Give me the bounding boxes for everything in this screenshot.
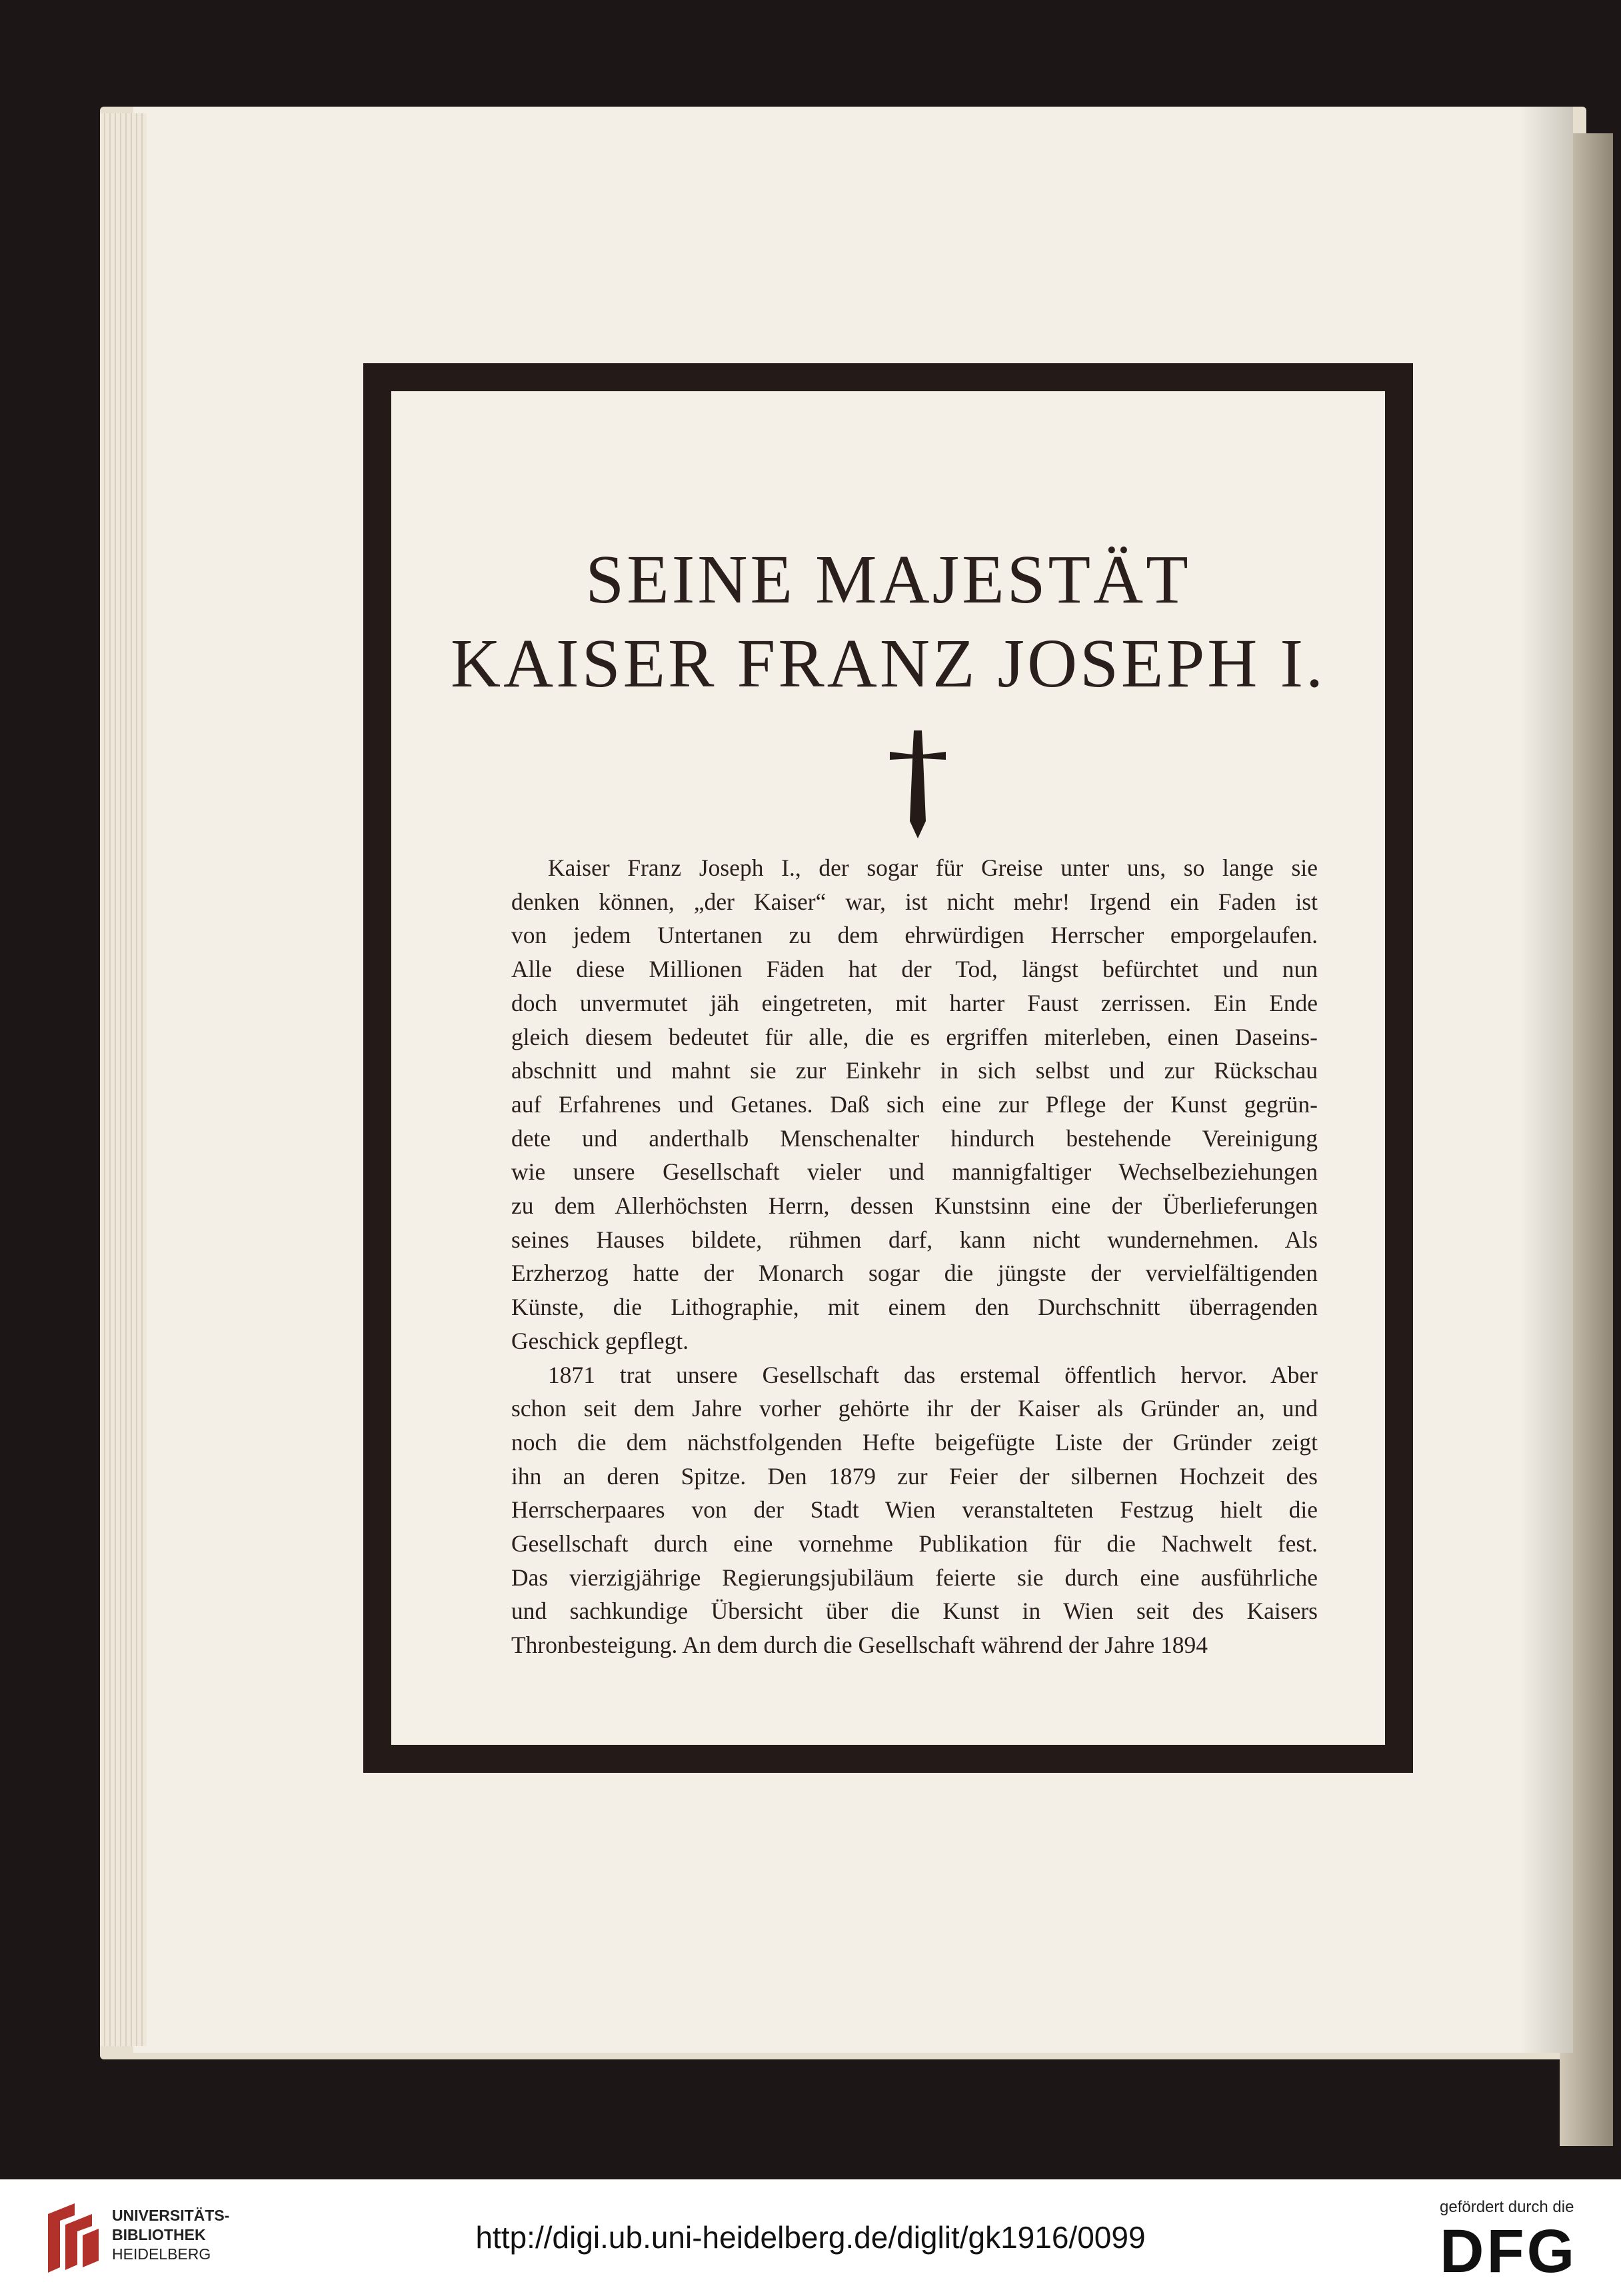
latin-cross-icon [884,728,951,841]
text-line: Geschick gepflegt. [511,1327,689,1354]
text-line: Alle diese Millionen Fäden hat der Tod, längst befürchtet und nun [511,956,1318,983]
body-text [511,851,1318,1662]
text-line: denken können, „der Kaiser“ war, ist nicht mehr! Irgend ein Faden ist [511,888,1318,915]
text-line: wie unsere Gesellschaft vieler und mannigfaltiger Wechselbeziehungen [511,1158,1318,1186]
page-gutter-shadow [1520,107,1573,2053]
text-line: seines Hauses bildete, rühmen darf, kann nicht wundernehmen. Als [511,1226,1318,1253]
digitization-footer [0,2179,1621,2296]
dfg-logo: DFG [1440,2217,1578,2285]
text-line: Thronbesteigung. An dem durch die Gesellschaft während der Jahre 1894 [511,1632,1208,1659]
title-line-2: KAISER FRANZ JOSEPH I. [450,625,1326,702]
text-line: und sachkundige Übersicht über die Kunst in Wien seit des Kaisers [511,1598,1318,1625]
text-line: 1871 trat unsere Gesellschaft das erstemal öffentlich hervor. Aber [548,1361,1318,1388]
title-line-1: SEINE MAJESTÄT [585,541,1191,618]
text-line: Herrscherpaares von der Stadt Wien veranstalteten Festzug hielt die [511,1496,1318,1524]
text-line: Das vierzigjährige Regierungsjubiläum feierte sie durch eine ausführliche [511,1564,1318,1591]
text-line: auf Erfahrenes und Getanes. Daß sich eine zur Pflege der Kunst gegrün- [511,1090,1318,1118]
mourning-border-frame [363,363,1413,1773]
text-line: Erzherzog hatte der Monarch sogar die jüngste der vervielfältigenden [511,1260,1318,1287]
page-stack-edge [100,113,147,2046]
funding-caption: gefördert durch die [1440,2198,1574,2216]
text-line: Künste, die Lithographie, mit einem den Durchschnitt überragenden [511,1294,1318,1321]
library-name-line-3: HEIDELBERG [112,2245,211,2263]
library-name-line-1: UNIVERSITÄTS- [112,2207,230,2224]
library-name-line-2: BIBLIOTHEK [112,2226,206,2243]
text-line: Gesellschaft durch eine vornehme Publikation für die Nachwelt fest. [511,1530,1318,1558]
text-line: zu dem Allerhöchsten Herrn, dessen Kunstsinn eine der Überlieferungen [511,1192,1318,1220]
text-line: von jedem Untertanen zu dem ehrwürdigen Herrscher emporgelaufen. [511,922,1318,949]
text-line: ihn an deren Spitze. Den 1879 zur Feier der silbernen Hochzeit des [511,1462,1318,1490]
page-title [391,538,1385,706]
permalink-url[interactable]: http://digi.ub.uni-heidelberg.de/diglit/gk1916/0099 [475,2220,1146,2255]
text-line: Kaiser Franz Joseph I., der sogar für Greise unter uns, so lange sie [548,854,1318,881]
text-line: gleich diesem bedeutet für alle, die es ergriffen miterleben, einen Daseins- [511,1023,1318,1050]
text-line: noch die dem nächstfolgenden Hefte beigefügte Liste der Gründer zeigt [511,1428,1318,1456]
text-line: abschnitt und mahnt sie zur Einkehr in sich selbst und zur Rückschau [511,1057,1318,1084]
text-line: dete und anderthalb Menschenalter hindurch bestehende Vereinigung [511,1124,1318,1152]
text-line: doch unvermutet jäh eingetreten, mit harter Faust zerrissen. Ein Ende [511,989,1318,1016]
text-line: schon seit dem Jahre vorher gehörte ihr der Kaiser als Gründer an, und [511,1395,1318,1422]
